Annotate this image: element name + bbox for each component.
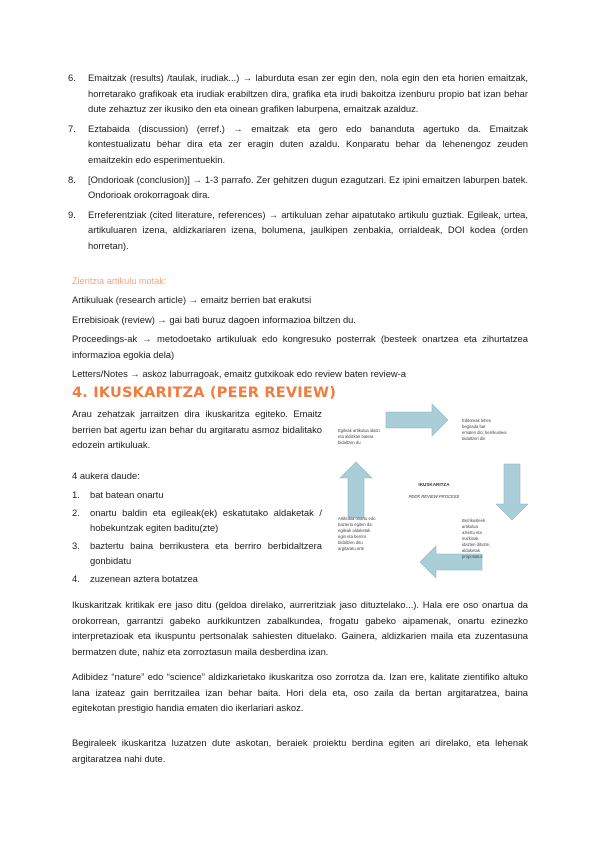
body-paragraph: Adibidez “nature” edo “science” aldizkarietako ikuskaritza oso zorrotza da. Izan ere, kalitate zientifiko altuko lana izateaz gain berritzailea izan behar baita. Hori dela eta, oso zaila da bertan argitaratzea, baina egitekotan prestigio handia ematen dio ikerlariari askoz. (72, 671, 528, 714)
box-text: Editoreak lehen (462, 418, 492, 423)
article-types-subtitle: Zientzia artikulu motak: (72, 276, 167, 286)
options-list (72, 487, 322, 589)
center-subtitle: PEER REVIEW PROCESS (408, 494, 460, 499)
section-heading: 4. IKUSKARITZA (PEER REVIEW) (72, 385, 337, 401)
cycle-arrow-right (496, 464, 528, 520)
list-item (68, 121, 528, 168)
list-number: 8. (68, 173, 76, 185)
diagram-center (409, 482, 460, 499)
box-text: aldaketak (462, 548, 480, 553)
list-item (68, 70, 528, 117)
section-intro: Arau zehatzak jarraitzen dira ikuskaritza egiteko. Emaitz berrien bat agertu izan behar du argitaratu asmoz bidalitako edozein artikuluak. (72, 408, 322, 451)
option-item (72, 505, 322, 536)
box-text: iruzkinak (462, 536, 479, 541)
article-type-item: Proceedings-ak → metodoetako artikuluak edo kongresuko posterrak (besteek onartzea eta zihurtatzea informazioa egokia dela) (72, 333, 528, 360)
box-text: Artikulua onartu edo (338, 516, 376, 521)
box-text: egin eta berriro (338, 534, 367, 539)
box-text: aztertu eta (462, 530, 482, 535)
article-type-item: Artikuluak (research article) → emaitz berrien bat erakutsi (72, 294, 312, 305)
box-text: egileak aldaketak (338, 528, 371, 533)
peer-review-cycle-diagram (334, 402, 534, 580)
cycle-arrow-left (340, 462, 372, 518)
option-number: 3. (72, 539, 80, 551)
option-item (72, 538, 322, 569)
box-text: artikulua (462, 524, 478, 529)
article-types (72, 292, 528, 386)
center-title: IKUSKARITZA (418, 482, 450, 487)
option-number: 1. (72, 489, 80, 500)
article-type-item: Errebisioak (review) → gai bati buruz dagoen informazioa biltzen du. (72, 313, 356, 325)
options-title: 4 aukera daude: (72, 470, 140, 481)
list-text: [Ondorioak (conclusion)] → 1-3 parrafo. Zer gehitzen dugun ezagutzari. Ez ipini emaitzen laburpen batek. Ondorioak orokorragoak dira. (88, 173, 528, 201)
box-text: eta aldizkari batera (338, 434, 374, 439)
box-text: argitaratu arte (338, 546, 365, 551)
box-bottom-right (462, 518, 490, 559)
box-text: baztertu egiten da; (338, 522, 373, 527)
cycle-arrow-top (386, 404, 448, 436)
list-number: 7. (68, 122, 76, 134)
article-sections-list (68, 70, 528, 258)
list-text: Emaitzak (results) /taulak, irudiak...) → laburduta esan zer egin den, nola egin den eta horien emaitzak, horretarako grafikoak eta irudiak erabiltzen dira, grafika eta irudi bakoitza izenburu propio bat izan behar dute zehaztuz zer ikusiko den eta oinean grafiken laburpena, emaitzak azalduz. (88, 72, 528, 115)
list-item (68, 207, 528, 254)
article-type-item: Letters/Notes → askoz laburragoak, emaitz gutxikoak edo review baten review-a (72, 368, 407, 380)
box-text: bidaltzen ditu (338, 540, 363, 545)
box-text: Egileak artikulua idatzi (338, 428, 380, 433)
list-number: 9. (68, 208, 76, 220)
box-text: begirada bat (462, 424, 486, 429)
option-text: baztertu baina berrikustera eta berriro berbidaltzera gonbidatu (90, 539, 322, 567)
box-text: bidaltzen die (462, 436, 486, 441)
option-text: zuzenean aztera botatzea (90, 572, 198, 584)
option-text: bat batean onartu (90, 489, 164, 500)
option-number: 2. (72, 506, 80, 518)
box-text: Berrikusleek (462, 518, 486, 523)
list-item (68, 172, 528, 203)
list-text: Eztabaida (discussion) (erref.) → emaitzak eta gero edo bananduta agertuko da. Emaitzak kontestualizatu behar dira eta zer eragin duten azaldu. Konparatu behar da lehenengoz zeuden emaitzekin edo esperimentuekin. (88, 122, 528, 165)
option-text: onartu baldin eta egileak(ek) eskatutako aldaketak / hobekuntzak egiten baditu(zte) (90, 506, 322, 534)
box-text: bidaltzen du (338, 440, 361, 445)
list-text: Erreferentziak (cited literature, references) → artikuluan zehar aipatutako artikulu guztiak. Egileak, urtea, artikuluaren izena, aldizkariaren izena, bolumena, jaulkipen zenbakia, orrialdeak, DOI kodea (orden horretan). (88, 208, 528, 251)
box-text: proposatuz (462, 554, 483, 559)
list-number: 6. (68, 72, 76, 83)
option-item (72, 487, 322, 503)
box-text: ematen dio; berrikusleei (462, 430, 507, 435)
body-paragraph: Begiraleek ikuskaritza luzatzen dute askotan, beraiek proiektu berdina egiten ari direlako, eta lehenak argitaratzea nahi dute. (72, 737, 528, 764)
option-number: 4. (72, 572, 80, 584)
option-item (72, 571, 322, 587)
body-paragraph: Ikuskaritzak kritikak ere jaso ditu (geldoa direlako, aurreritziak jaso dituztelako...). Hala ere oso onartua da orokorrean, garrantzi gabeko aurkikuntzen zabalkundea, frogatu gabeko aipamenak, onartu ezinezko interpretazioak eta ikuspuntu pertsonalak sahiesten dituelako. Gainera, aldizkarien maila eta zuzentasuna bermatzen dute, nahiz eta zorroztasun maila desberdina izan. (72, 599, 528, 657)
box-top-left (338, 428, 380, 445)
box-top-right (462, 418, 507, 441)
box-text: idazten dituzte, (462, 542, 491, 547)
box-bottom-left (338, 516, 376, 551)
